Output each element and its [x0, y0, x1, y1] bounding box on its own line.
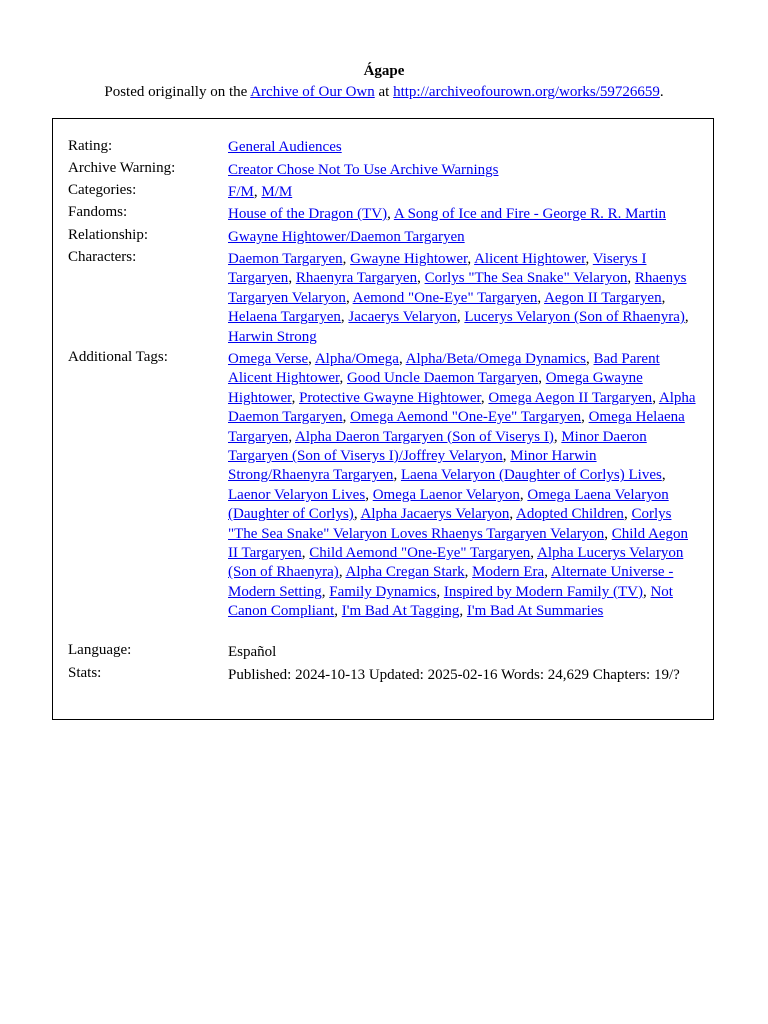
tag-link[interactable]: Gwayne Hightower — [350, 251, 468, 267]
tag-link[interactable]: Viserys I Targaryen — [228, 251, 647, 287]
tag-link[interactable]: Not Canon Compliant — [228, 583, 673, 620]
meta-label-relationship: Relationship: — [68, 227, 148, 243]
tag-link[interactable]: I'm Bad At Tagging — [341, 603, 460, 620]
tag-link[interactable]: Alpha Lucerys Velaryon (Son of Rhaenyra) — [228, 545, 684, 581]
tag-link[interactable]: A Song of Ice and Fire - George R. R. Martin — [393, 206, 666, 222]
tag-link[interactable]: Lucerys Velaryon (Son of Rhaenyra) — [464, 309, 685, 326]
meta-label-stats: Stats: — [68, 665, 102, 681]
meta-value-language: Español — [228, 644, 277, 660]
meta-value-warning — [228, 161, 700, 180]
tag-link[interactable]: Laenor Velaryon Lives — [228, 486, 366, 503]
work-meta-box — [52, 118, 714, 720]
tag-link[interactable]: Aemond "One-Eye" Targaryen — [352, 289, 538, 306]
tag-link[interactable]: Alternate Universe - Modern Setting — [228, 564, 674, 600]
site-link[interactable]: Archive of Our Own — [250, 84, 375, 100]
posted-suffix: . — [659, 84, 664, 100]
tag-link[interactable]: Jacaerys Velaryon — [348, 309, 457, 326]
tag-link[interactable]: Rhaenys Targaryen Velaryon — [228, 270, 687, 306]
tag-link[interactable]: Adopted Children — [516, 506, 624, 523]
tag-link[interactable]: Corlys "The Sea Snake" Velaryon Loves Rhaenys Targaryen Velaryon — [228, 506, 672, 542]
tag-link[interactable]: Alpha Cregan Stark — [345, 564, 465, 581]
tag-link[interactable]: Minor Harwin Strong/Rhaenyra Targaryen — [228, 448, 597, 484]
meta-value-fandoms: House of the Dragon (TV), A Song of Ice and Fire - George R. R. Martin — [228, 206, 666, 222]
tag-link[interactable]: Daemon Targaryen — [228, 251, 343, 267]
tag-link[interactable]: Alpha Daemon Targaryen — [228, 389, 696, 426]
tag-link[interactable]: Inspired by Modern Family (TV) — [443, 583, 643, 600]
tag-link[interactable]: Alpha Daeron Targaryen (Son of Viserys I) — [295, 428, 554, 445]
tag-link[interactable]: Good Uncle Daemon Targaryen — [346, 370, 539, 387]
tag-link[interactable]: Modern Era — [472, 564, 545, 581]
tag-link[interactable]: Aegon II Targaryen — [544, 289, 662, 306]
meta-value-stats: Published: 2024-10-13 Updated: 2025-02-16 Words: 24,629 Chapters: 19/? — [228, 667, 680, 683]
tag-link[interactable]: Alpha/Omega — [314, 351, 399, 367]
tag-link[interactable]: Alpha/Beta/Omega Dynamics — [405, 351, 587, 367]
meta-value-categories: F/M, M/M — [228, 184, 293, 200]
meta-value-tags: Omega Verse, Alpha/Omega, Alpha/Beta/Omega Dynamics, Bad Parent Alicent Hightower, Good Uncle Daemon Targaryen, Omega Gwayne Hightower, Protective Gwayne Hightower, Omega Aegon II Targaryen, Alpha Daemon Targaryen, Omega Aemond "One-Eye" Targaryen, Omega Helaena Targaryen, Alpha Daeron Targaryen (Son of Viserys I), Minor Daeron Targaryen (Son of Viserys I)/Joffrey Velaryon, Minor Harwin Strong/Rhaenyra Targaryen, Laena Velaryon (Daughter of Corlys) Lives, Laenor Velaryon Lives, Omega Laenor Velaryon, Omega Laena Velaryon (Daughter of Corlys), Alpha Jacaerys Velaryon, Adopted Children, Corlys "The Sea Snake" Velaryon Loves Rhaenys Targaryen Velaryon, Child Aegon II Targaryen, Child Aemond "One-Eye" Targaryen, Alpha Lucerys Velaryon (Son of Rhaenyra), Alpha Cregan Stark, Modern Era, Alternate Universe - Modern Setting, Family Dynamics, Inspired by Modern Family (TV), Not Canon Compliant, I'm Bad At Tagging, I'm Bad At Summaries — [228, 351, 696, 620]
work-header — [0, 0, 768, 102]
tag-link[interactable]: I'm Bad At Summaries — [466, 603, 604, 620]
meta-value-rating — [228, 138, 700, 157]
tag-link[interactable]: Alpha Jacaerys Velaryon — [360, 506, 510, 523]
tag-link[interactable]: Harwin Strong — [228, 328, 317, 345]
meta-label-categories: Categories: — [68, 182, 137, 198]
meta-label-tags: Additional Tags: — [68, 349, 168, 365]
tag-link[interactable]: Gwayne Hightower/Daemon Targaryen — [228, 229, 465, 245]
tag-link[interactable]: Omega Laena Velaryon (Daughter of Corlys) — [228, 486, 669, 523]
posted-at: at — [374, 84, 394, 100]
meta-label-rating: Rating: — [68, 138, 113, 154]
tag-link[interactable]: Omega Verse — [228, 351, 309, 367]
tag-link[interactable]: General Audiences — [228, 139, 342, 155]
tag-link[interactable]: Laena Velaryon (Daughter of Corlys) Lives — [400, 467, 662, 484]
work-url-link[interactable]: http://archiveofourown.org/works/59726659 — [393, 84, 660, 100]
tag-link[interactable]: Child Aemond "One-Eye" Targaryen — [309, 545, 531, 562]
tag-link[interactable]: F/M — [228, 184, 254, 200]
tag-link[interactable]: Helaena Targaryen — [228, 309, 341, 326]
tag-link[interactable]: Omega Laenor Velaryon — [372, 486, 520, 503]
meta-value-relationship — [228, 228, 700, 247]
tag-link[interactable]: Alicent Hightower — [474, 251, 586, 267]
tag-link[interactable]: Omega Aegon II Targaryen — [488, 389, 653, 406]
posted-prefix: Posted originally on the — [104, 84, 251, 100]
tag-link[interactable]: Omega Gwayne Hightower — [228, 370, 643, 406]
tag-link[interactable]: Family Dynamics — [329, 583, 437, 600]
tag-link[interactable]: Child Aegon II Targaryen — [228, 525, 689, 562]
tag-link[interactable]: M/M — [261, 184, 293, 200]
meta-label-warning: Archive Warning: — [68, 160, 176, 176]
tag-link[interactable]: Omega Aemond "One-Eye" Targaryen — [350, 409, 582, 426]
tag-link[interactable]: Omega Helaena Targaryen — [228, 409, 685, 445]
tag-link[interactable]: House of the Dragon (TV) — [228, 206, 388, 222]
tag-link[interactable]: Protective Gwayne Hightower — [299, 389, 481, 406]
tag-link[interactable]: Creator Chose Not To Use Archive Warnings — [228, 162, 499, 178]
meta-label-fandoms: Fandoms: — [68, 204, 128, 220]
meta-value-characters: Daemon Targaryen, Gwayne Hightower, Alicent Hightower, Viserys I Targaryen, Rhaenyra Targaryen, Corlys "The Sea Snake" Velaryon, Rhaenys Targaryen Velaryon, Aemond "One-Eye" Targaryen, Aegon II Targaryen, Helaena Targaryen, Jacaerys Velaryon, Lucerys Velaryon (Son of Rhaenyra), Harwin Strong — [228, 251, 689, 345]
meta-label-language: Language: — [68, 642, 132, 658]
meta-label-characters: Characters: — [68, 249, 137, 265]
tag-link[interactable]: Corlys "The Sea Snake" Velaryon — [424, 270, 628, 287]
tag-link[interactable]: Minor Daeron Targaryen (Son of Viserys I)/Joffrey Velaryon — [228, 428, 647, 465]
posted-line — [0, 82, 768, 102]
tag-link[interactable]: Rhaenyra Targaryen — [295, 270, 418, 287]
work-title: Ágape — [363, 63, 405, 79]
tag-link[interactable]: Bad Parent Alicent Hightower — [228, 351, 660, 387]
